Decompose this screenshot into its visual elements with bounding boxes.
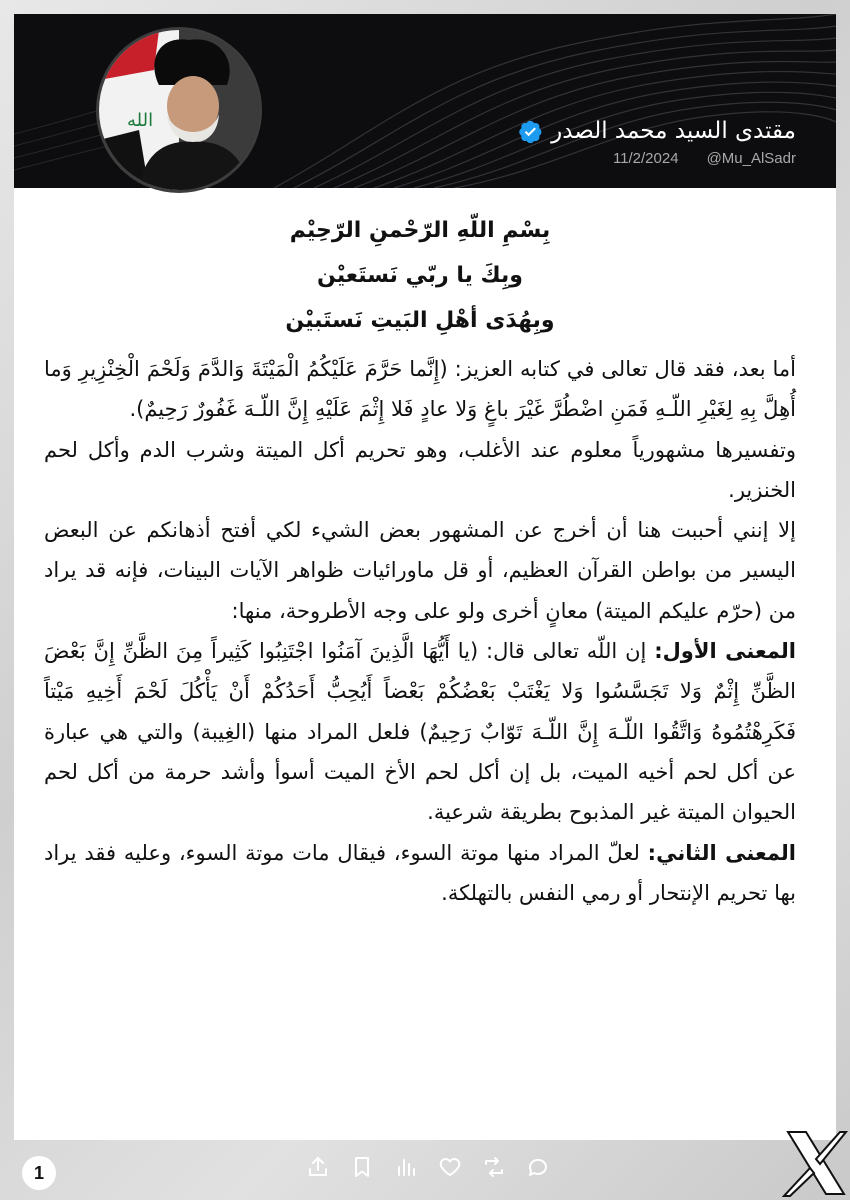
x-logo-icon (782, 1128, 848, 1198)
avatar[interactable] (96, 27, 262, 193)
basmala-line: وبِكَ يا ربّي نَستَعيْن (317, 263, 523, 288)
paragraph (44, 833, 796, 914)
basmala-block (44, 208, 796, 343)
action-bar (305, 1154, 551, 1180)
basmala-line: وبِهُدَى أهْلِ البَيتِ نَستَبيْن (285, 308, 555, 333)
bookmark-icon[interactable] (349, 1154, 375, 1180)
section-label: المعنى الثاني: (647, 840, 797, 865)
section-label: المعنى الأول: (654, 639, 797, 664)
meta-row (518, 150, 796, 167)
profile-block (518, 118, 796, 167)
paragraph (44, 631, 796, 832)
paragraph: إلا إنني أحببت هنا أن أخرج عن المشهور بعض الشيء لكي أفتح أذهانكم عن البعض اليسير من بواطن القرآن العظيم، أو قل ماورائيات ظواهر الآيات البينات، فإنه قد يراد من (حرّم عليكم الميتة) معانٍ أخرى ولو على وجه الأطروحة، منها: (44, 518, 796, 623)
post-body (14, 188, 836, 1128)
verified-badge-icon (518, 119, 543, 144)
reply-icon[interactable] (525, 1154, 551, 1180)
display-name[interactable]: مقتدى السيد محمد الصدر (551, 118, 796, 144)
basmala-line: بِسْمِ اللّهِ الرّحْمنِ الرّحِيْم (289, 218, 551, 243)
like-icon[interactable] (437, 1154, 463, 1180)
paragraph-text: لعلّ المراد منها موتة السوء، فيقال مات موتة السوء، وعليه فقد يراد بها تحريم الإنتحار أو رمي النفس بالتهلكة. (44, 840, 796, 905)
share-icon[interactable] (305, 1154, 331, 1180)
post-text (44, 208, 796, 913)
name-row (518, 118, 796, 144)
avatar-portrait (99, 30, 259, 190)
paragraph-text: إن اللّه تعالى قال: (يا أَيُّهَا الَّذِينَ آمَنُوا اجْتَنِبُوا كَثِيراً مِنَ الظَّنِّ إِنَّ بَعْضَ الظَّنِّ إِثْمٌ وَلا تَجَسَّسُوا وَلا يَغْتَبْ بَعْضُكُمْ بَعْضاً أَيُحِبُّ أَحَدُكُمْ أَنْ يَأْكُلَ لَحْمَ أَخِيهِ مَيْتاً فَكَرِهْتُمُوهُ وَاتَّقُوا اللّـهَ إِنَّ اللّـهَ تَوّابٌ رَحِيمٌ) فلعل المراد منها (الغِيبة) والتي هي عبارة عن أكل لحم أخيه الميت، بل إن أكل لحم الأخ الميت أسوأ وأشد حرمة من أكل لحم الحيوان الميتة غير المذبوح بطريقة شرعية. (44, 639, 796, 825)
svg-text:الله: الله (127, 110, 154, 131)
views-icon[interactable] (393, 1154, 419, 1180)
bottom-bar (0, 1140, 850, 1200)
post-date: 11/2/2024 (612, 150, 679, 167)
post-card (14, 14, 836, 1140)
paragraph: وتفسيرها مشهورياً معلوم عند الأغلب، وهو تحريم أكل الميتة وشرب الدم وأكل لحم الخنزير. (44, 437, 796, 502)
repost-icon[interactable] (481, 1154, 507, 1180)
user-handle[interactable]: @Mu_AlSadr (706, 150, 796, 167)
page-number: 1 (22, 1156, 56, 1190)
paragraph: أما بعد، فقد قال تعالى في كتابه العزيز: (إِنَّما حَرَّمَ عَلَيْكُمُ الْمَيْتَةَ وَالدَّمَ وَلَحْمَ الْخِنْزِيرِ وَما أُهِلَّ بِهِ لِغَيْرِ اللّـهِ فَمَنِ اضْطُرَّ غَيْرَ باغٍ وَلا عادٍ فَلا إِثْمَ عَلَيْهِ إِنَّ اللّـهَ غَفُورٌ رَحِيمٌ). (44, 357, 796, 422)
